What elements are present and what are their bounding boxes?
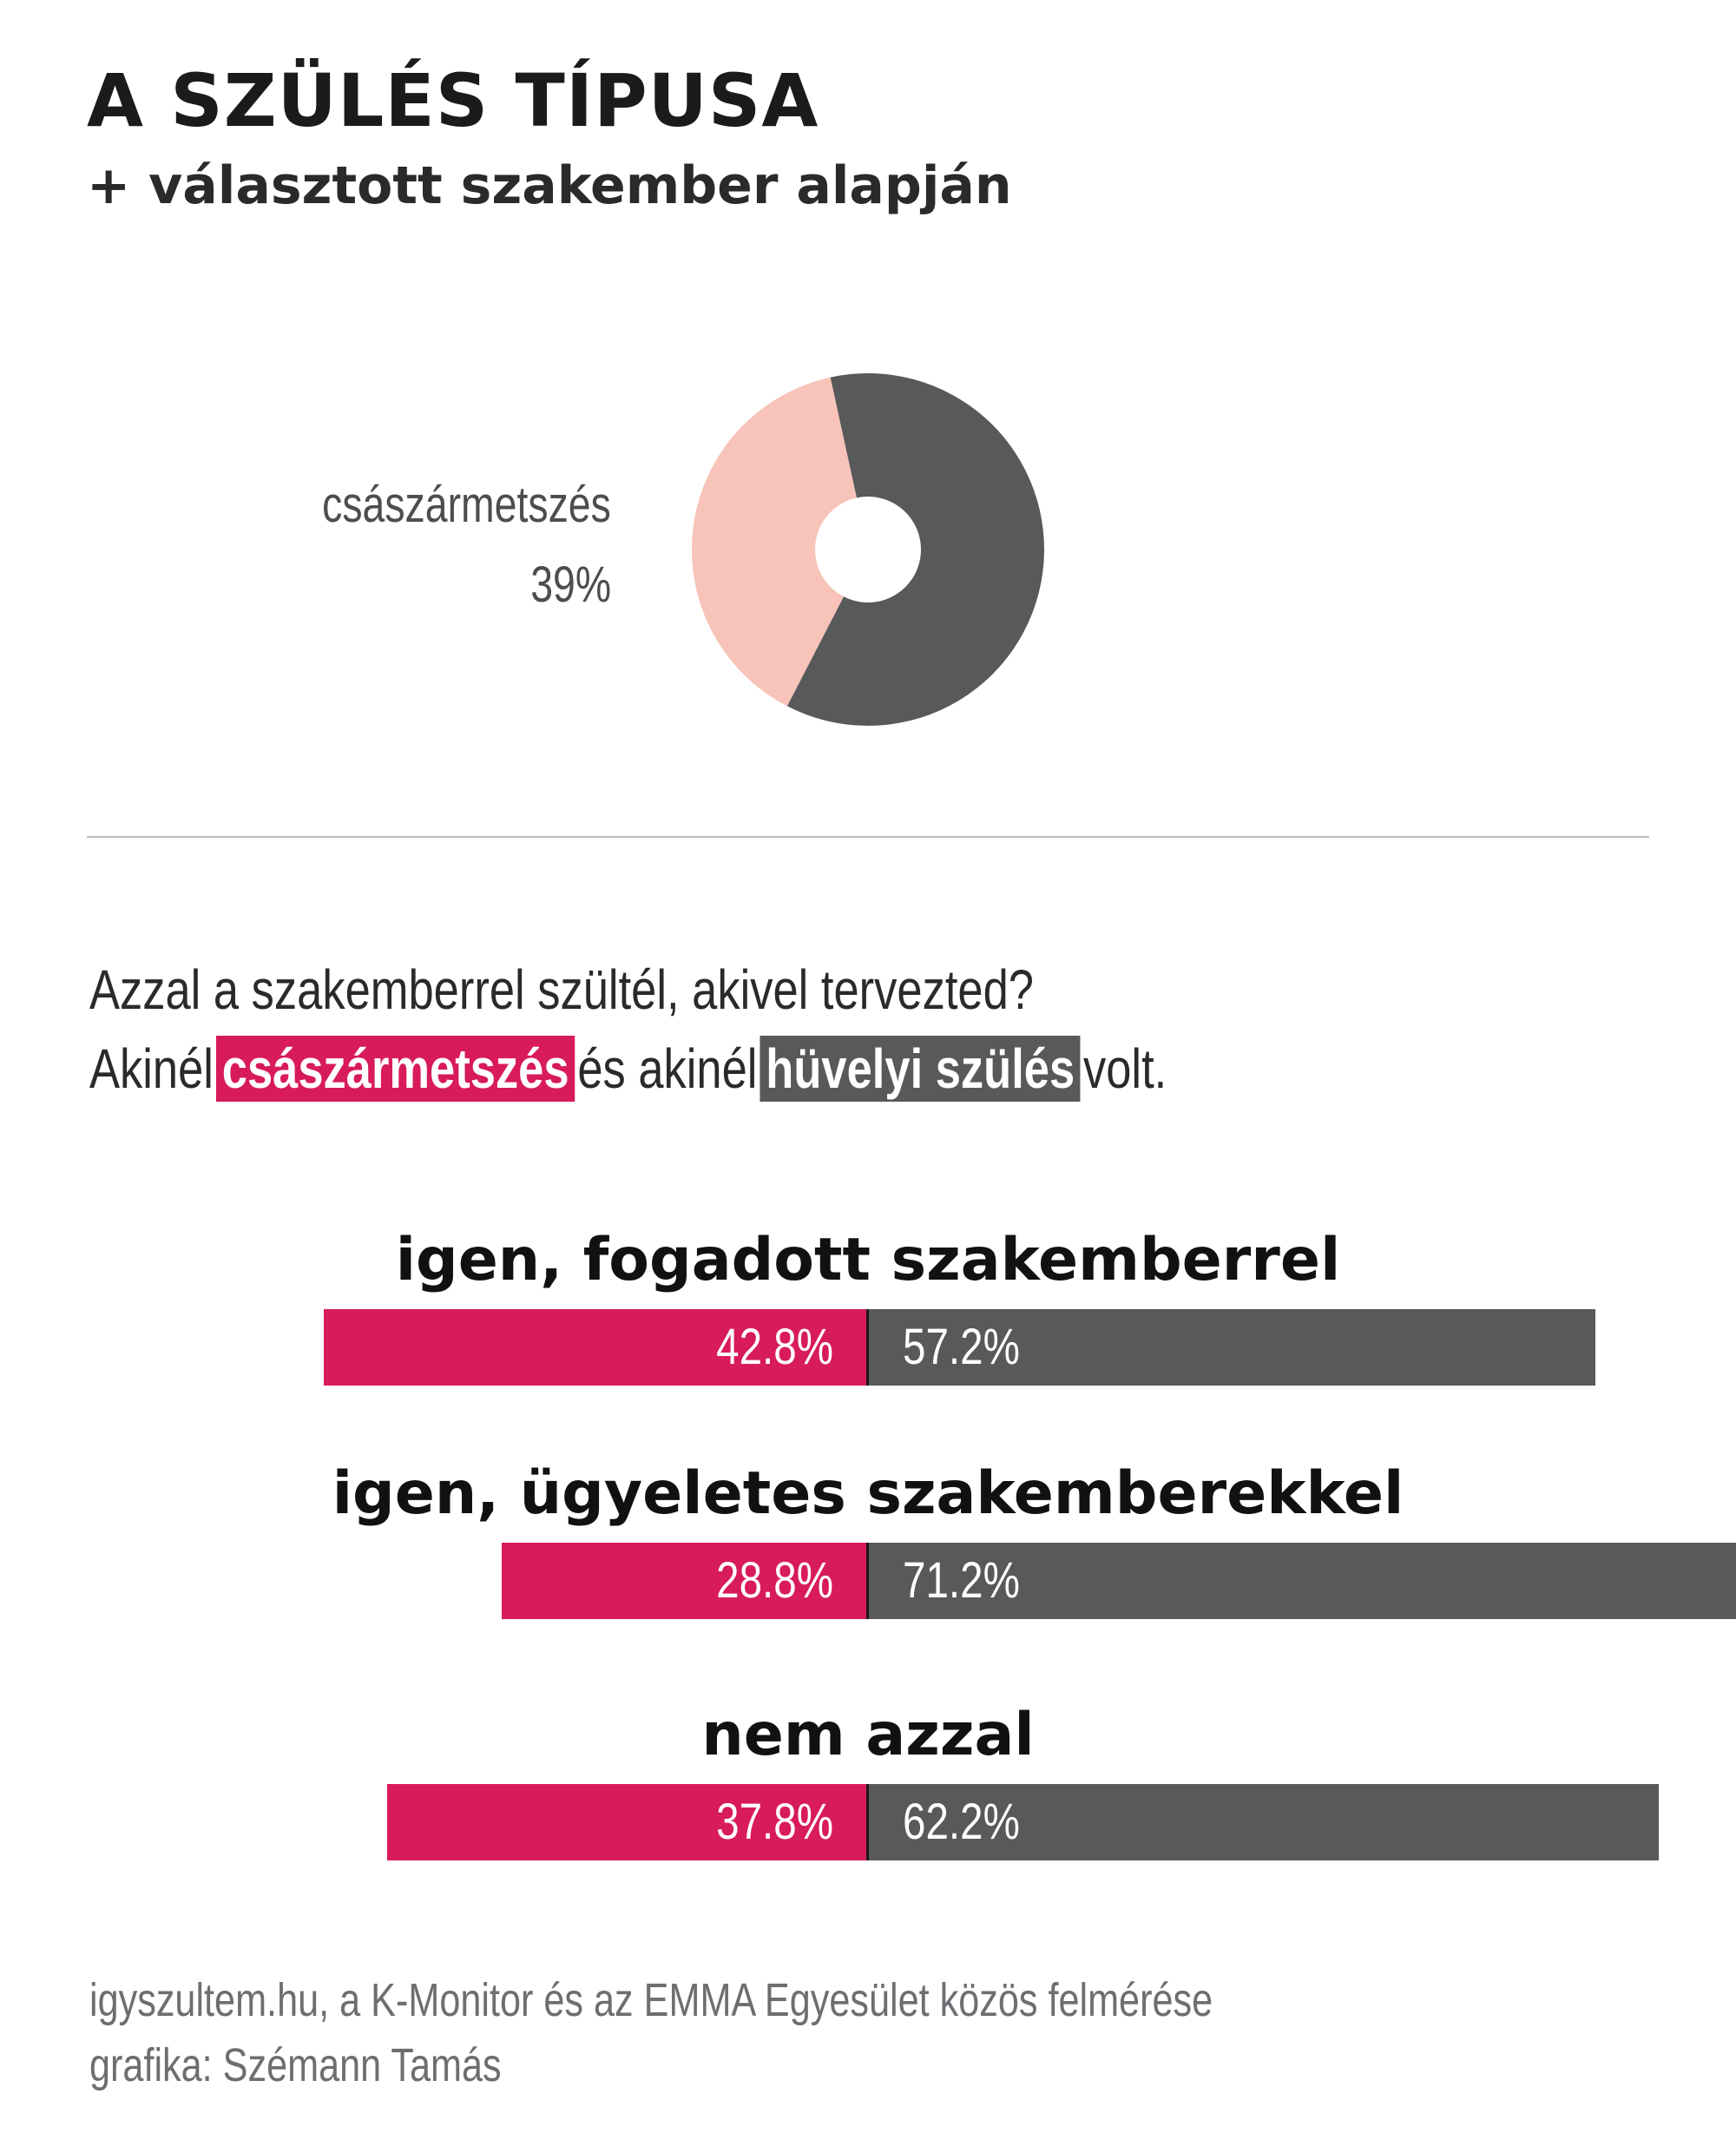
bar-value-label-huvelyi: 71.2% (903, 1552, 1020, 1609)
donut-slice-value: 39% (530, 556, 611, 613)
bar-value-label-huvelyi: 57.2% (903, 1319, 1020, 1375)
bar-category-label: igen, fogadott szakemberrel (395, 1226, 1341, 1294)
legend-chip-huvelyi: hüvelyi szülés (760, 1036, 1081, 1102)
question-line-2-end: volt. (1083, 1037, 1167, 1100)
donut-slice-label: császármetszés (322, 477, 611, 533)
bar-value-label-csaszarmetszes: 37.8% (716, 1794, 833, 1850)
bar-center-line (866, 1309, 869, 1386)
bar-value-label-huvelyi: 62.2% (903, 1794, 1020, 1850)
credit-note: grafika: Szémann Tamás (89, 2039, 502, 2091)
question-line-1: Azzal a szakemberrel szültél, akivel tervezted? (89, 958, 1034, 1021)
bar-value-label-csaszarmetszes: 28.8% (716, 1552, 833, 1609)
bar-center-line (866, 1784, 869, 1860)
question-line-2-start: Akinél (89, 1037, 214, 1100)
chart-subtitle: + választott szakember alapján (87, 155, 1012, 216)
bar-category-label: igen, ügyeletes szakemberekkel (332, 1459, 1404, 1528)
chart-title: A SZÜLÉS TÍPUSA (87, 58, 819, 143)
question-line-2-middle: és akinél (577, 1037, 758, 1100)
source-note: igyszultem.hu, a K-Monitor és az EMMA Egyesület közös felmérése (89, 1974, 1213, 2026)
legend-chip-csaszarmetszes: császármetszés (216, 1036, 575, 1102)
bar-value-label-csaszarmetszes: 42.8% (716, 1319, 833, 1375)
bar-category-label: nem azzal (701, 1701, 1035, 1769)
bar-center-line (866, 1543, 869, 1619)
